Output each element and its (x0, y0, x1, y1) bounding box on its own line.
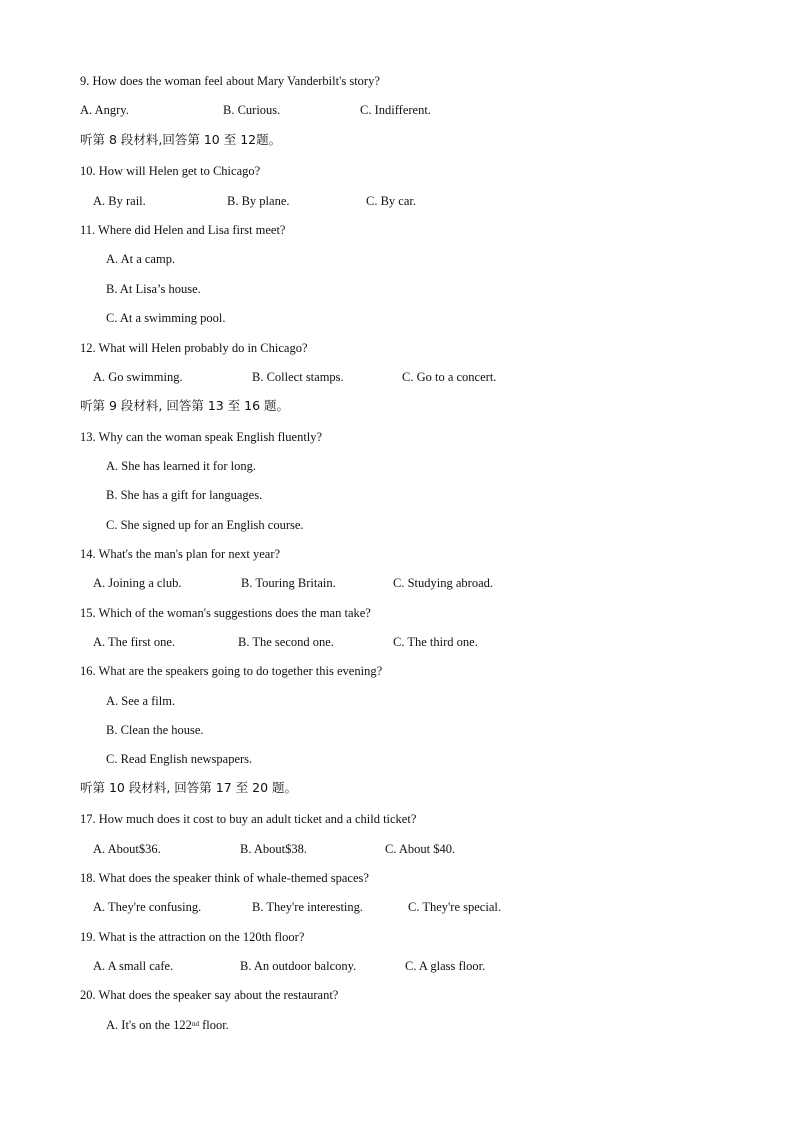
question-11-option-b: B. At Lisa’s house. (106, 282, 201, 296)
question-11-option-c: C. At a swimming pool. (106, 311, 226, 325)
question-9-option-a: A. Angry. (80, 103, 129, 117)
question-19-option-a: A. A small cafe. (93, 959, 174, 973)
question-10-option-b: B. By plane. (227, 194, 290, 208)
question-20-stem: 20. What does the speaker say about the restaurant? (80, 988, 339, 1002)
section-8-heading: 听第 8 段材料,回答第 10 至 12题。 (80, 132, 282, 147)
question-20-option-a-tail: floor. (198, 1018, 229, 1032)
question-17-option-c: C. About $40. (385, 842, 456, 856)
question-20-option-a-text: A. It's on the 122 (106, 1018, 192, 1032)
question-13-option-c: C. She signed up for an English course. (106, 518, 304, 532)
question-15-stem: 15. Which of the woman's suggestions does the man take? (80, 606, 371, 620)
question-17-option-a: A. About$36. (93, 842, 161, 856)
question-13-stem: 13. Why can the woman speak English fluently? (80, 430, 323, 444)
question-12-option-a: A. Go swimming. (93, 370, 183, 384)
section-10-heading: 听第 10 段材料, 回答第 17 至 20 题。 (80, 780, 298, 795)
question-16-stem: 16. What are the speakers going to do together this evening? (80, 664, 383, 678)
question-15-option-b: B. The second one. (238, 635, 334, 649)
question-17-stem: 17. How much does it cost to buy an adult ticket and a child ticket? (80, 812, 417, 826)
question-15-option-a: A. The first one. (93, 635, 176, 649)
question-9-option-c: C. Indifferent. (360, 103, 431, 117)
question-13-option-a: A. She has learned it for long. (106, 459, 256, 473)
question-19-stem: 19. What is the attraction on the 120th floor? (80, 930, 305, 944)
question-18-option-a: A. They're confusing. (93, 900, 202, 914)
question-14-stem: 14. What's the man's plan for next year? (80, 547, 281, 561)
question-16-option-b: B. Clean the house. (106, 723, 204, 737)
question-20-option-a (106, 1017, 229, 1033)
question-11-option-a: A. At a camp. (106, 252, 176, 266)
question-17-option-b: B. About$38. (240, 842, 308, 856)
question-15-option-c: C. The third one. (393, 635, 478, 649)
question-16-option-a: A. See a film. (106, 694, 176, 708)
question-12-stem: 12. What will Helen probably do in Chicago? (80, 341, 308, 355)
question-18-stem: 18. What does the speaker think of whale-themed spaces? (80, 871, 369, 885)
question-12-option-b: B. Collect stamps. (252, 370, 344, 384)
question-19-option-b: B. An outdoor balcony. (240, 959, 357, 973)
section-9-heading: 听第 9 段材料, 回答第 13 至 16 题。 (80, 398, 290, 413)
question-10-option-a: A. By rail. (93, 194, 146, 208)
question-14-option-a: A. Joining a club. (93, 576, 182, 590)
question-14-option-c: C. Studying abroad. (393, 576, 493, 590)
question-19-option-c: C. A glass floor. (405, 959, 486, 973)
question-16-option-c: C. Read English newspapers. (106, 752, 253, 766)
question-9-stem: 9. How does the woman feel about Mary Vanderbilt's story? (80, 74, 380, 88)
question-12-option-c: C. Go to a concert. (402, 370, 497, 384)
question-14-option-b: B. Touring Britain. (241, 576, 336, 590)
question-13-option-b: B. She has a gift for languages. (106, 488, 263, 502)
question-18-option-b: B. They're interesting. (252, 900, 364, 914)
question-10-option-c: C. By car. (366, 194, 416, 208)
question-11-stem: 11. Where did Helen and Lisa first meet? (80, 223, 286, 237)
ordinal-suffix: nd (191, 1020, 199, 1028)
question-9-option-b: B. Curious. (223, 103, 281, 117)
question-18-option-c: C. They're special. (408, 900, 501, 914)
question-10-stem: 10. How will Helen get to Chicago? (80, 164, 261, 178)
